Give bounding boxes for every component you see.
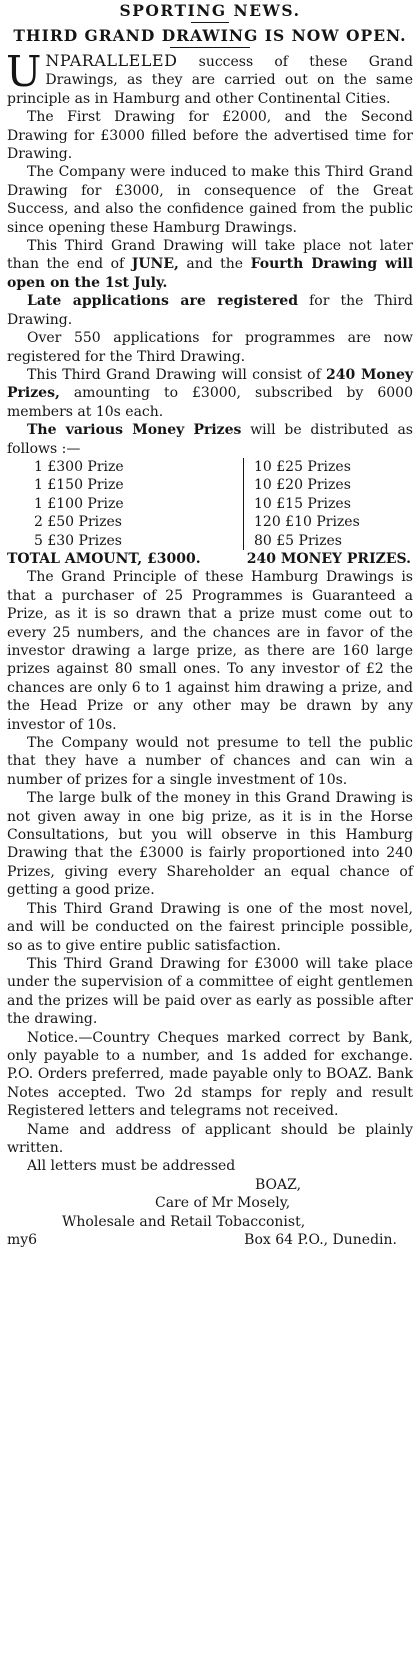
section-header: SPORTING NEWS.: [119, 1, 301, 20]
header-rule: [191, 22, 229, 23]
june-month: JUNE,: [131, 256, 179, 273]
prize-item: 10 £20 Prizes: [254, 477, 351, 494]
various-prizes-bold: The various Money Prizes: [27, 422, 242, 439]
prize-list-left: [7, 458, 243, 550]
grand-principle-paragraph: The Grand Principle of these Hamburg Drawings is that a purchaser of 25 Programmes is Guaranteed a Prize, as it is so drawn that a prize must come out to every 25 numbers, and the chances are in favor of the investor drawing a large prize, as there are 160 large prizes against 80 small ones. To any investor of £2 the chances are only 6 to 1 against him drawing a prize, and the Head Prize or any other may be drawn by any investor of 10s.: [7, 569, 413, 733]
prize-list-right: [243, 458, 360, 550]
late-applications-text: for the Third Drawing.: [7, 293, 413, 328]
signature-block: [7, 1176, 413, 1250]
signature-role: Wholesale and Retail Tobacconist,: [62, 1213, 306, 1230]
prize-table: [7, 458, 413, 550]
june-paragraph: [7, 237, 413, 292]
company-presume-paragraph: The Company would not presume to tell the public that they have a number of chances and can win a number of prizes for a single investment of 10s.: [7, 735, 413, 788]
total-prizes: 240 MONEY PRIZES.: [246, 550, 411, 567]
prize-item: 10 £25 Prizes: [254, 458, 351, 475]
supervision-paragraph: This Third Grand Drawing for £3000 will take place under the supervision of a committee of eight gentlemen and the prizes will be paid over as early as possible after the drawing.: [7, 955, 413, 1028]
prize-item: 120 £10 Prizes: [254, 514, 360, 531]
over-550-paragraph: Over 550 applications for programmes are now registered for the Third Drawing.: [7, 330, 413, 365]
consist-prizes-bold: 240 Money Prizes,: [7, 366, 413, 402]
total-amount: TOTAL AMOUNT, £3000.: [7, 550, 201, 567]
prize-item: 10 £15 Prizes: [254, 495, 351, 512]
june-text-a: This Third Grand Drawing will take place not later than the end of: [7, 238, 413, 273]
prize-item: 5 £30 Prizes: [34, 532, 122, 549]
consist-text-a: This Third Grand Drawing will consist of: [27, 366, 321, 383]
notice-paragraph: Notice.—Country Cheques marked correct by Bank, only payable to a number, and 1s added for exchange. P.O. Orders preferred, made payable only to BOAZ. Bank Notes accepted. Two 2d stamps for reply and result Registered letters and telegrams not received.: [7, 1029, 413, 1120]
name-address-paragraph: Name and address of applicant should be plainly written.: [7, 1121, 413, 1156]
late-applications-paragraph: [7, 292, 413, 329]
consist-text-c: amounting to £3000, subscribed by 6000 members at 10s each.: [7, 385, 413, 420]
drop-cap: U: [6, 47, 42, 96]
various-prizes-paragraph: [7, 421, 413, 458]
various-prizes-text: will be distributed as follows :—: [7, 422, 413, 457]
company-induced-paragraph: The Company were induced to make this Third Grand Drawing for £3000, in consequence of the Great Success, and also the confidence gained from the public since opening these Hamburg Drawings.: [7, 164, 413, 236]
signature-address: Box 64 P.O., Dunedin.: [244, 1232, 397, 1248]
signature-care-of: Care of Mr Mosely,: [155, 1195, 291, 1212]
late-applications-bold: Late applications are registered: [27, 293, 298, 310]
prize-item: 1 £300 Prize: [34, 458, 124, 475]
headline-rule: [170, 47, 250, 48]
prize-item: 80 £5 Prizes: [254, 532, 342, 549]
large-bulk-paragraph: The large bulk of the money in this Grand Drawing is not given away in one big prize, as it is in the Horse Consultations, but you will observe in this Hamburg Drawing that the £3000 is fairly proportioned into 240 Prizes, giving every Shareholder an equal chance of getting a good prize.: [7, 790, 413, 899]
intro-text: success of these Grand Drawings, as they are carried out on the same principle as in Hamburg and other Continental Cities.: [7, 54, 413, 107]
prize-item: 1 £100 Prize: [34, 495, 124, 512]
june-text-b: and the: [186, 256, 244, 273]
signature-last-line: [7, 1231, 413, 1249]
signature-name: BOAZ,: [255, 1176, 302, 1193]
headline: THIRD GRAND DRAWING IS NOW OPEN.: [13, 26, 407, 45]
intro-paragraph: [6, 47, 413, 108]
prize-item: 2 £50 Prizes: [34, 514, 122, 531]
prize-item: 1 £150 Prize: [34, 477, 124, 494]
insertion-code: my6: [7, 1232, 38, 1248]
all-letters-paragraph: All letters must be addressed: [27, 1158, 236, 1175]
most-novel-paragraph: This Third Grand Drawing is one of the most novel, and will be conducted on the fairest principle possible, so as to give entire public satisfaction.: [7, 900, 413, 954]
intro-lead-word: NPARALLELED: [45, 51, 178, 70]
consist-paragraph: [7, 366, 413, 421]
total-line: [7, 550, 413, 568]
first-drawing-paragraph: The First Drawing for £2000, and the Second Drawing for £3000 filled before the advertised time for Drawing.: [7, 109, 413, 163]
fourth-drawing-text: Fourth Drawing will open on the 1st July.: [7, 256, 414, 291]
